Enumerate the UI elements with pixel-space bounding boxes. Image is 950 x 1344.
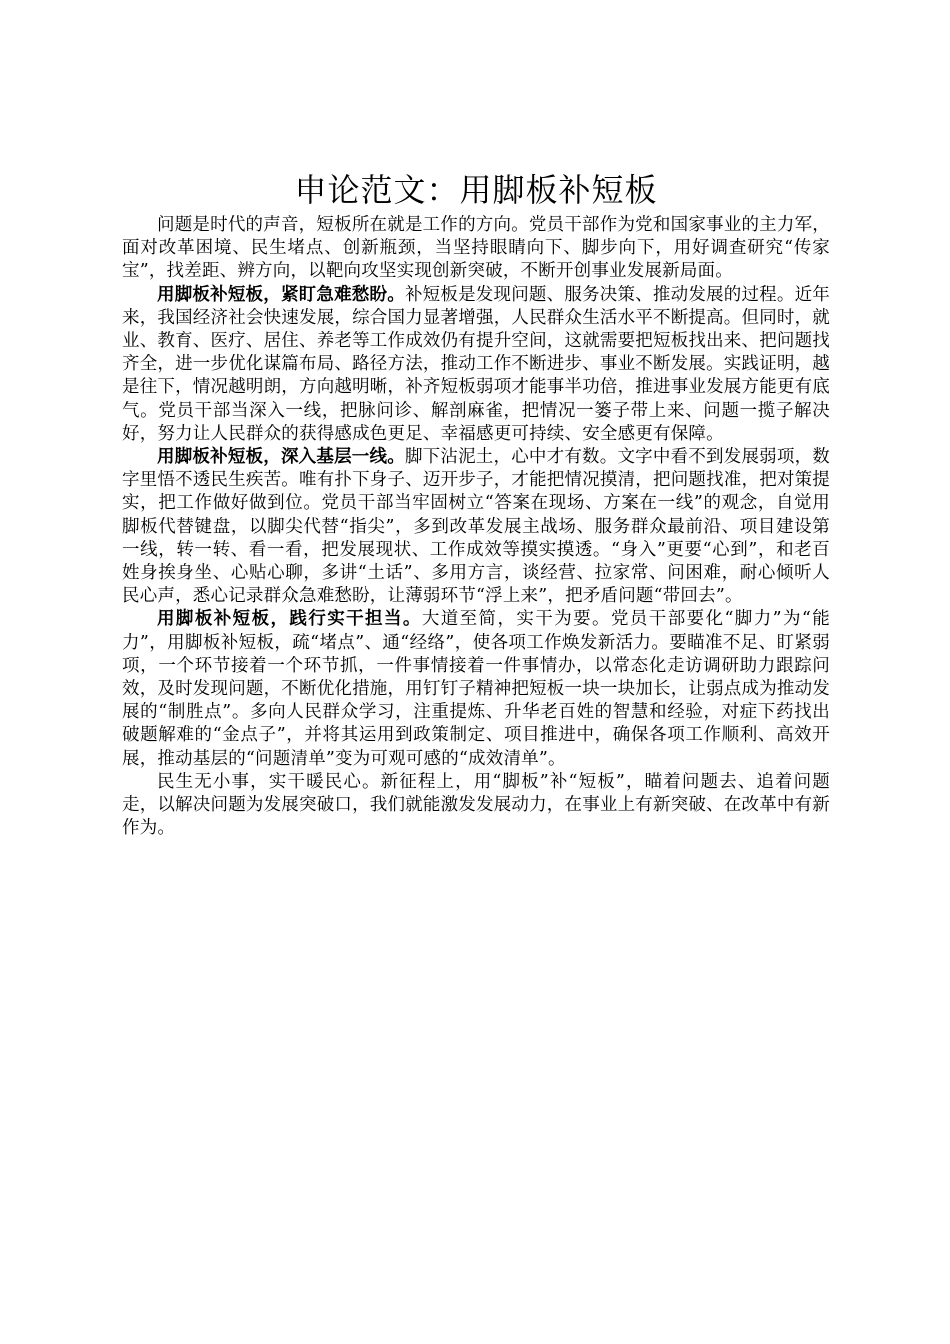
paragraph-conclusion xyxy=(122,771,830,841)
paragraph-section-2 xyxy=(122,446,830,608)
paragraph-text: 民生无小事，实干暖民心。新征程上，用“脚板”补“短板”，瞄着问题去、追着问题走，以解决问题为发展突破口，我们就能激发发展动力，在事业上有新突破、在改革中有新作为。 xyxy=(122,771,830,839)
document-title: 申论范文：用脚板补短板 xyxy=(294,171,658,209)
section-heading: 用脚板补短板，践行实干担当。 xyxy=(157,609,422,630)
paragraph-text: 问题是时代的声音，短板所在就是工作的方向。党员干部作为党和国家事业的主力军，面对改革困境、民生堵点、创新瓶颈，当坚持眼睛向下、脚步向下，用好调查研究“传家宝”，找差距、辨方向，以靶向攻坚实现创新突破，不断开创事业发展新局面。 xyxy=(122,215,830,282)
paragraph-text: 补短板是发现问题、服务决策、推动发展的过程。近年来，我国经济社会快速发展，综合国力显著增强，人民群众生活水平不断提高。但同时，就业、教育、医疗、居住、养老等工作成效仍有提升空间，这就需要把短板找出来、把问题找齐全，进一步优化谋篇布局、路径方法，推动工作不断进步、事业不断发展。实践证明，越是往下，情况越明朗，方向越明晰，补齐短板弱项才能事半功倍，推进事业发展方能更有底气。党员干部当深入一线，把脉问诊、解剖麻雀，把情况一篓子带上来、问题一揽子解决好，努力让人民群众的获得感成色更足、幸福感更可持续、安全感更有保障。 xyxy=(122,284,830,444)
paragraph-text: 大道至简，实干为要。党员干部要化“脚力”为“能力”，用脚板补短板，疏“堵点”、通“经络”，使各项工作焕发新活力。要瞄准不足、盯紧弱项，一个环节接着一个环节抓，一件事情接着一件事情办，以常态化走访调研助力跟踪问效，及时发现问题，不断优化措施，用钉钉子精神把短板一块一块加长，让弱点成为推动发展的“制胜点”。多向人民群众学习，注重提炼、升华老百姓的智慧和经验，对症下药找出破题解难的“金点子”，并将其运用到政策制定、项目推进中，确保各项工作顺利、高效开展，推动基层的“问题清单”变为可观可感的“成效清单”。 xyxy=(122,609,830,769)
section-heading: 用脚板补短板，深入基层一线。 xyxy=(157,447,405,468)
paragraph-section-1 xyxy=(122,284,830,446)
paragraph-section-3 xyxy=(122,608,830,770)
paragraph-text: 脚下沾泥土，心中才有数。文字中看不到发展弱项，数字里悟不透民生疾苦。唯有扑下身子、迈开步子，才能把情况摸清，把问题找准，把对策提实，把工作做好做到位。党员干部当牢固树立“答案在现场、方案在一线”的观念，自觉用脚板代替键盘，以脚尖代替“指尖”，多到改革发展主战场、服务群众最前沿、项目建设第一线，转一转、看一看，把发展现状、工作成效等摸实摸透。“身入”更要“心到”，和老百姓身挨身坐、心贴心聊，多讲“土话”、多用方言，谈经营、拉家常、问困难，耐心倾听人民心声，悉心记录群众急难愁盼，让薄弱环节“浮上来”，把矛盾问题“带回去”。 xyxy=(122,447,830,607)
section-heading: 用脚板补短板，紧盯急难愁盼。 xyxy=(157,284,405,305)
paragraph-intro xyxy=(122,214,830,284)
document-page xyxy=(122,168,830,840)
